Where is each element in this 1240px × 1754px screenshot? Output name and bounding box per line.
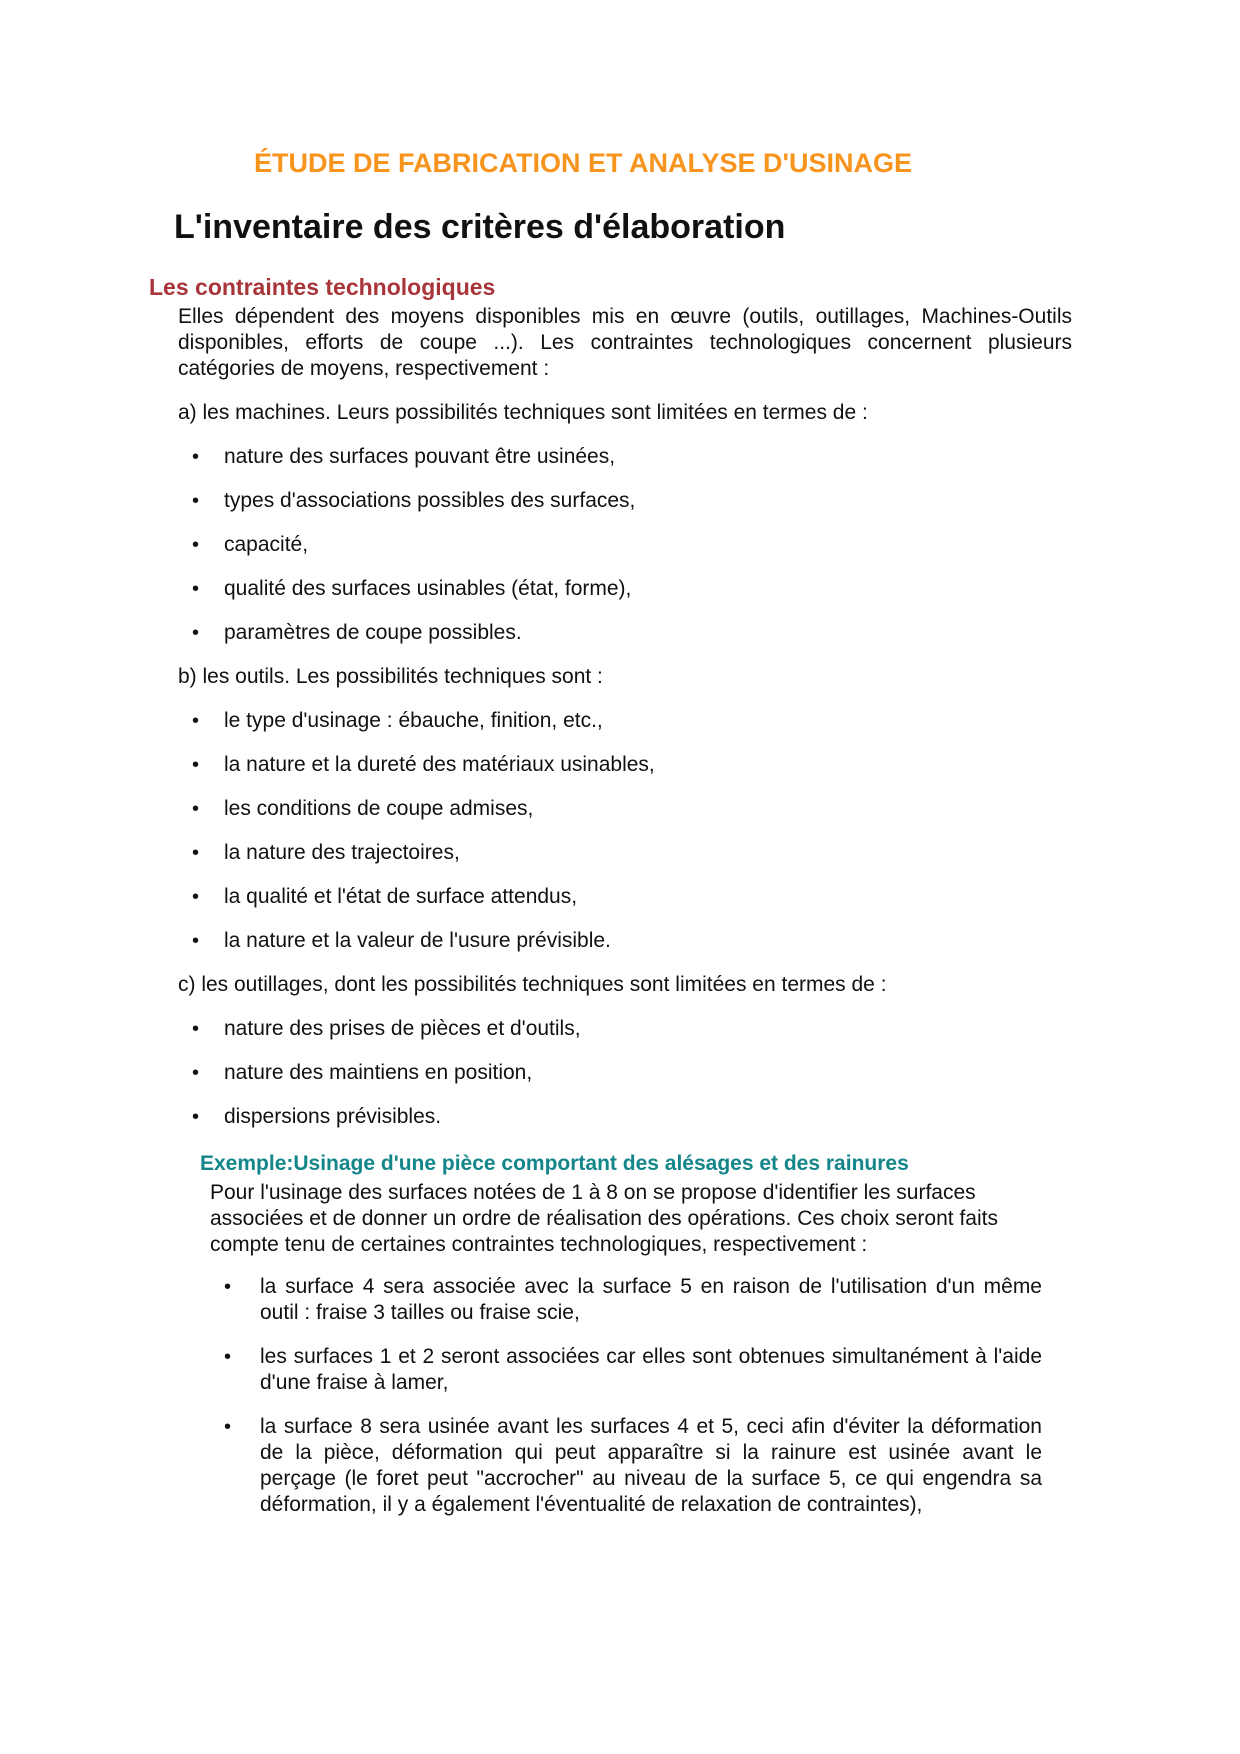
list-item: [178, 532, 1072, 576]
outils-list: [178, 708, 1072, 972]
list-item: [210, 1414, 1042, 1518]
bullet-icon: •: [192, 886, 200, 908]
list-item-text: la nature et la dureté des matériaux usinables,: [224, 753, 655, 776]
list-item: [178, 576, 1072, 620]
main-heading: L'inventaire des critères d'élaboration: [174, 208, 786, 246]
list-item-text: la nature des trajectoires,: [224, 841, 460, 864]
list-item-text: la surface 8 sera usinée avant les surfaces 4 et 5, ceci afin d'éviter la déformation de la pièce, déformation qui peut apparaître si la rainure est usinée avant le perçage (le foret peut "accrocher" au niveau de la surface 5, ce qui engendra sa déformation, il y a également l'éventualité de relaxation de contraintes),: [260, 1415, 1042, 1516]
list-item-text: la surface 4 sera associée avec la surface 5 en raison de l'utilisation d'un même outil : fraise 3 tailles ou fraise scie,: [260, 1275, 1042, 1324]
bullet-icon: •: [224, 1276, 232, 1298]
outillages-list: [178, 1016, 1072, 1148]
bullet-icon: •: [192, 622, 200, 644]
list-item: [210, 1344, 1042, 1396]
list-item-text: dispersions prévisibles.: [224, 1105, 442, 1128]
category-label-outillages: c) les outillages, dont les possibilités techniques sont limitées en termes de :: [178, 973, 887, 996]
category-label-outils: b) les outils. Les possibilités techniques sont :: [178, 665, 603, 688]
category-label-machines: a) les machines. Leurs possibilités techniques sont limitées en termes de :: [178, 401, 868, 424]
list-item: [178, 796, 1072, 840]
bullet-icon: •: [192, 534, 200, 556]
bullet-icon: •: [192, 842, 200, 864]
list-item-text: nature des maintiens en position,: [224, 1061, 533, 1084]
list-item-text: le type d'usinage : ébauche, finition, etc.,: [224, 709, 603, 732]
example-intro-paragraph: Pour l'usinage des surfaces notées de 1 à 8 on se propose d'identifier les surfaces associées et de donner un ordre de réalisation des opérations. Ces choix seront faits compte tenu de certaines contraintes technologiques, respectivement :: [210, 1181, 998, 1256]
list-item-text: la nature et la valeur de l'usure prévisible.: [224, 929, 611, 952]
list-item: [178, 884, 1072, 928]
list-item: [178, 444, 1072, 488]
list-item-text: nature des prises de pièces et d'outils,: [224, 1017, 581, 1040]
bullet-icon: •: [192, 1106, 200, 1128]
list-item-text: nature des surfaces pouvant être usinées,: [224, 445, 616, 468]
list-item: [178, 752, 1072, 796]
list-item: [178, 620, 1072, 664]
bullet-icon: •: [224, 1346, 232, 1368]
bullet-icon: •: [192, 490, 200, 512]
list-item: [178, 928, 1072, 972]
bullet-icon: •: [224, 1416, 232, 1438]
example-list: [210, 1274, 1042, 1518]
bullet-icon: •: [192, 578, 200, 600]
section-heading: Les contraintes technologiques: [149, 274, 496, 300]
bullet-icon: •: [192, 798, 200, 820]
intro-paragraph: Elles dépendent des moyens disponibles mis en œuvre (outils, outillages, Machines-Outils disponibles, efforts de coupe ...). Les contraintes technologiques concernent plusieurs catégories de moyens, respectivement :: [178, 305, 1072, 380]
section-body: [178, 304, 1072, 1148]
list-item: [178, 1016, 1072, 1060]
list-item-text: paramètres de coupe possibles.: [224, 621, 522, 644]
bullet-icon: •: [192, 1062, 200, 1084]
document-title: ÉTUDE DE FABRICATION ET ANALYSE D'USINAGE: [254, 148, 912, 178]
list-item-text: types d'associations possibles des surfaces,: [224, 489, 636, 512]
bullet-icon: •: [192, 710, 200, 732]
list-item: [178, 1104, 1072, 1148]
list-item: [178, 708, 1072, 752]
machines-list: [178, 444, 1072, 664]
example-heading: Exemple:Usinage d'une pièce comportant des alésages et des rainures: [200, 1152, 909, 1175]
bullet-icon: •: [192, 446, 200, 468]
list-item-text: la qualité et l'état de surface attendus,: [224, 885, 578, 908]
list-item: [210, 1274, 1042, 1326]
list-item-text: les surfaces 1 et 2 seront associées car elles sont obtenues simultanément à l'aide d'une fraise à lamer,: [260, 1345, 1042, 1394]
list-item: [178, 840, 1072, 884]
list-item: [178, 488, 1072, 532]
bullet-icon: •: [192, 1018, 200, 1040]
list-item-text: capacité,: [224, 533, 309, 556]
list-item-text: qualité des surfaces usinables (état, forme),: [224, 577, 632, 600]
bullet-icon: •: [192, 754, 200, 776]
list-item: [178, 1060, 1072, 1104]
bullet-icon: •: [192, 930, 200, 952]
list-item-text: les conditions de coupe admises,: [224, 797, 534, 820]
example-body: [210, 1180, 1042, 1536]
